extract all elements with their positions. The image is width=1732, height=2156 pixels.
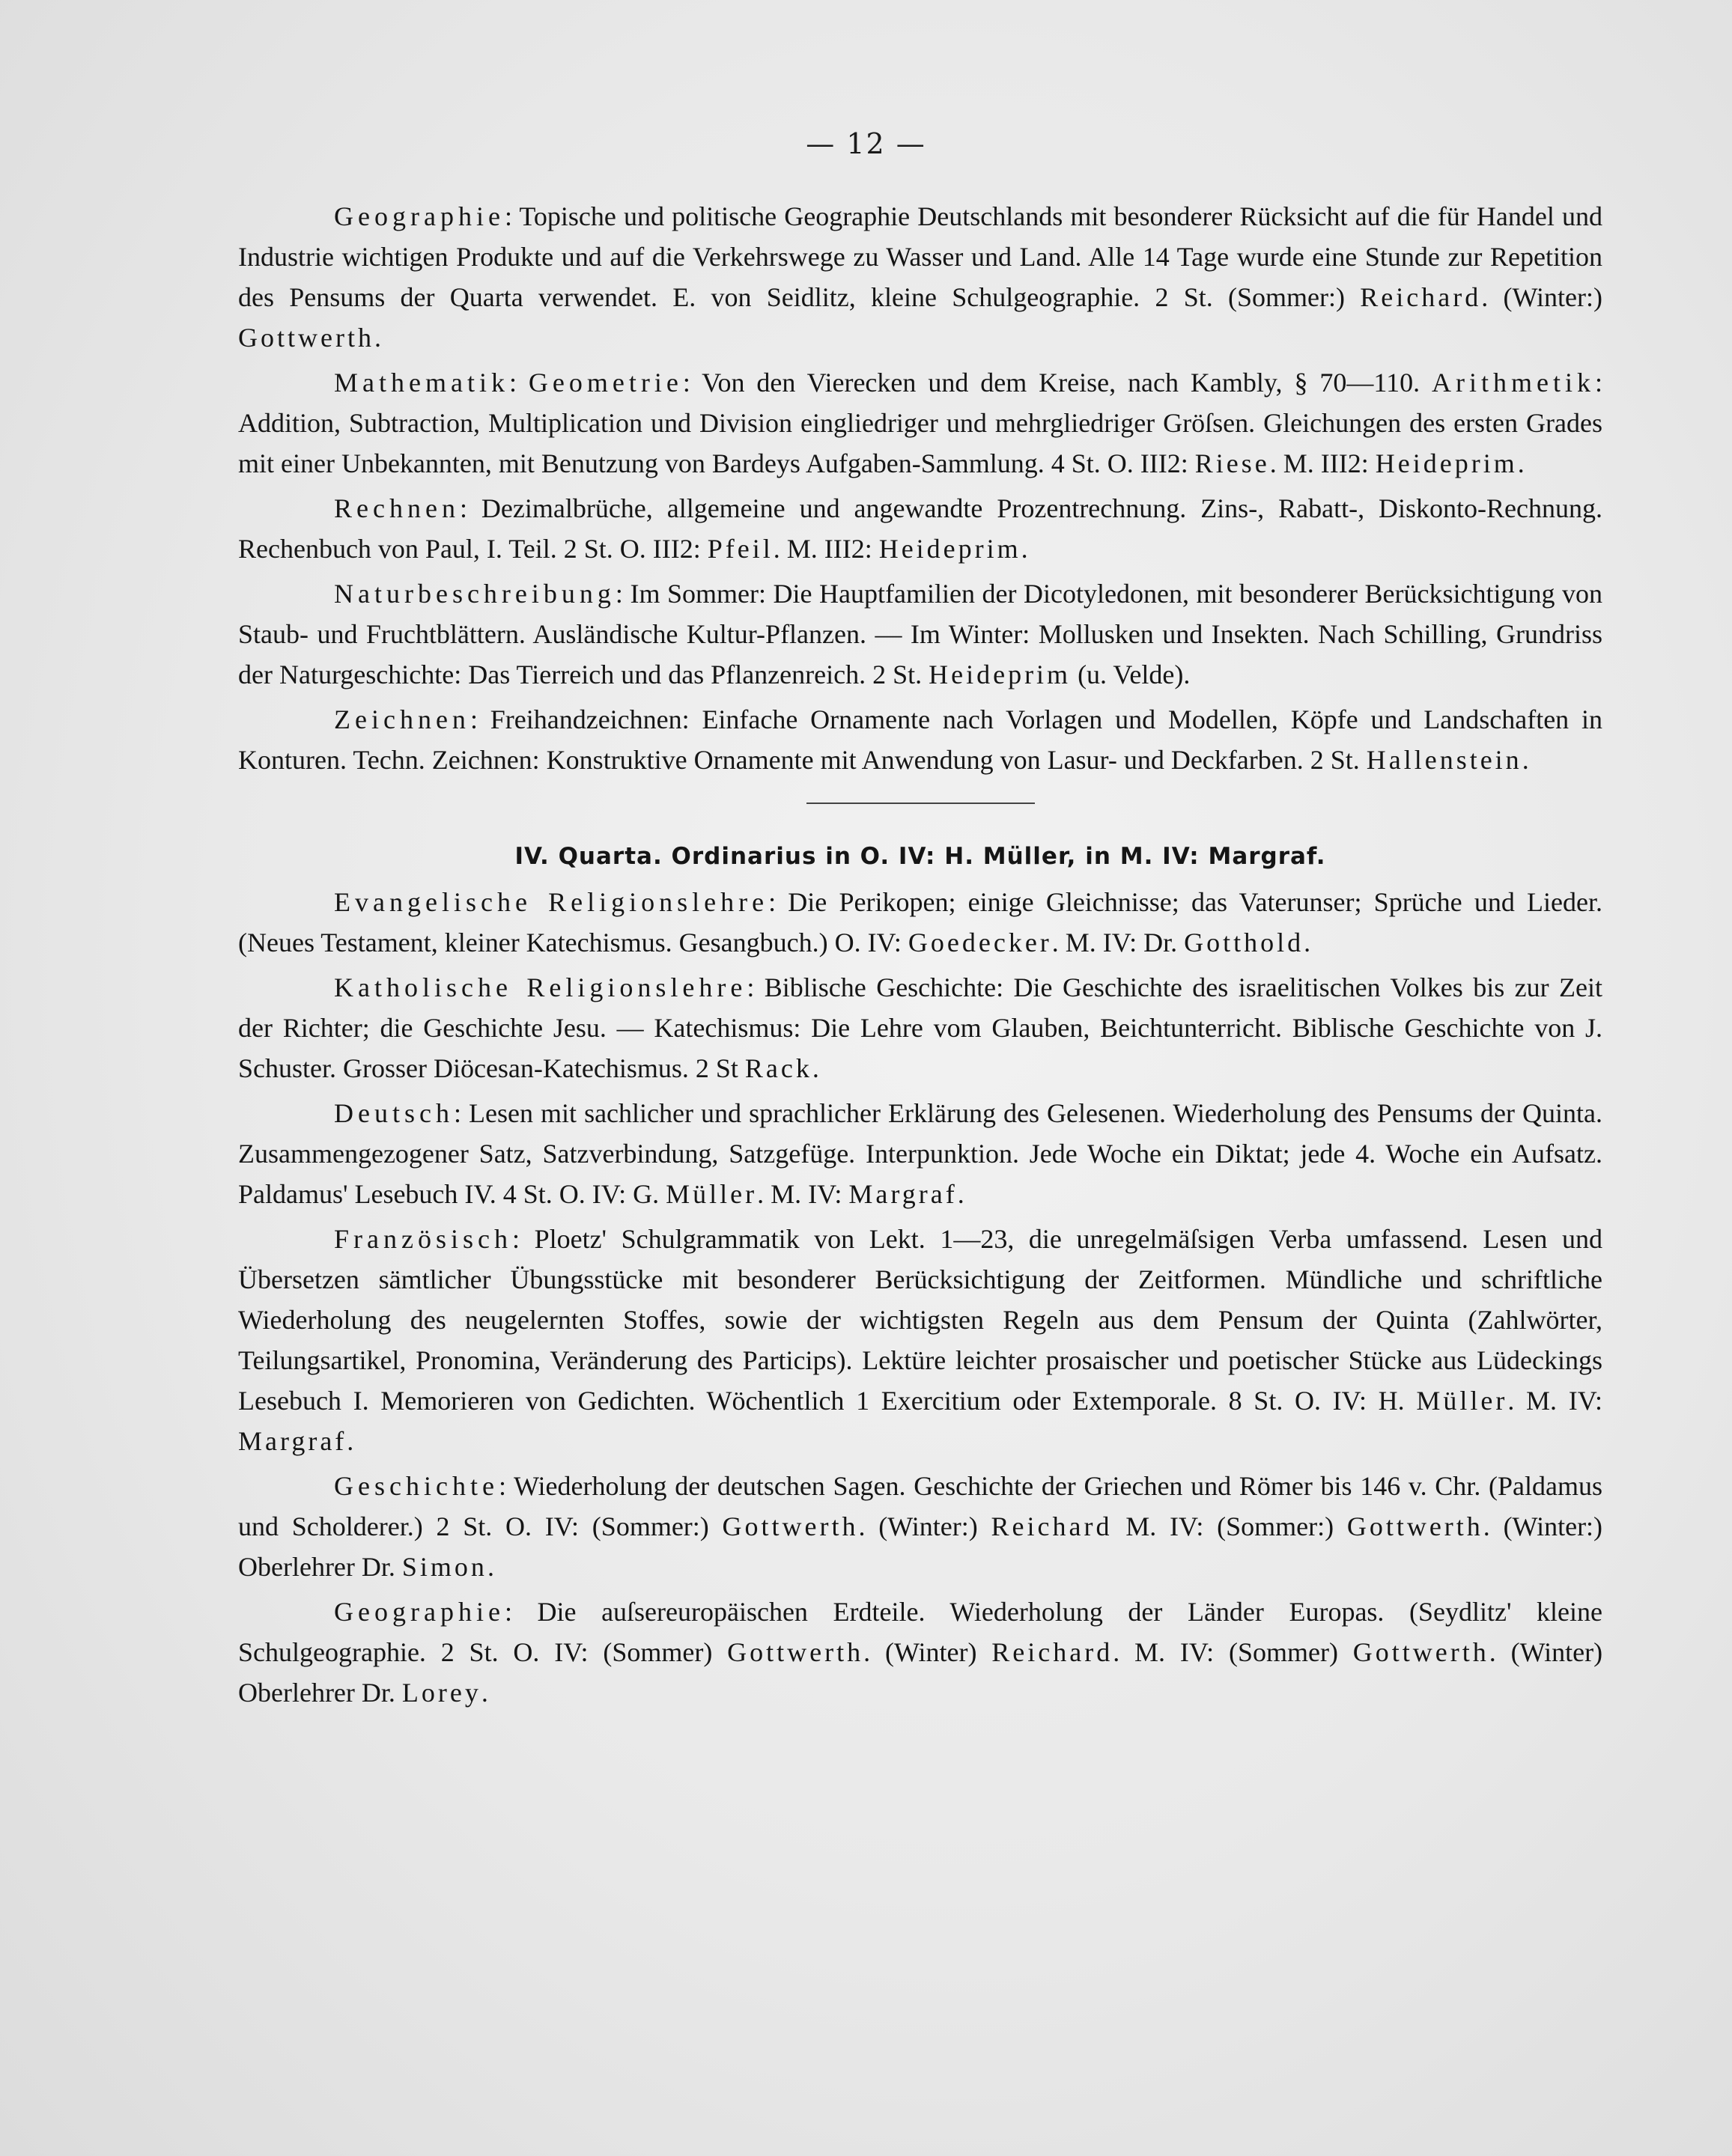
- paragraph-text: M. IV: (Sommer): [1134, 1637, 1338, 1667]
- teacher-name: Simon: [401, 1552, 487, 1582]
- subject-label: Zeichnen: [334, 704, 470, 734]
- paragraph-text: (Winter:) Oberlehrer Dr.: [238, 1511, 1603, 1582]
- subject-label: Geographie: [334, 1597, 505, 1627]
- paragraph-text: Biblische Geschichte: Die Geschichte des israelitischen Volkes bis zur Zeit der Richter; die Geschichte Jesu. — Katechismus: Die Lehre vom Glauben, Beichtunterricht. Biblische Geschichte von J. Schuster. Grosser Diöcesan-Katechismus. 2 St: [238, 972, 1603, 1083]
- paragraph-text: Die Perikopen; einige Gleichnisse; das Vaterunser; Sprüche und Lieder. (Neues Testament, kleiner Katechismus. Gesangbuch.) O. IV:: [238, 887, 1602, 957]
- paragraph-text: (Winter:): [878, 1511, 978, 1541]
- teacher-name: Reichard: [991, 1637, 1113, 1667]
- paragraph-text: M. III2:: [786, 534, 872, 564]
- teacher-name: Reichard: [991, 1511, 1113, 1541]
- subject-label: Katholische Religionslehre: [334, 972, 747, 1002]
- paragraph-text: Wiederholung der deutschen Sagen. Geschichte der Griechen und Römer bis 146 v. Chr. (Paldamus und Scholderer.) 2 St. O. IV: (Sommer:): [238, 1471, 1602, 1541]
- teacher-name: Margraf: [238, 1426, 347, 1456]
- teacher-name: Heideprim: [878, 534, 1021, 564]
- paragraph-text: Von den Vierecken und dem Kreise, nach Kambly, § 70—110.: [702, 368, 1420, 398]
- teacher-name: Pfeil: [707, 534, 774, 564]
- subsection-label: Geometrie: [528, 368, 683, 398]
- subject-label: Geschichte: [334, 1471, 499, 1501]
- teacher-name: Margraf: [848, 1179, 958, 1209]
- teacher-name: Gotthold: [1184, 928, 1304, 957]
- teacher-name: Gottwerth: [722, 1511, 859, 1541]
- paragraph-mathematik: Mathematik: Geometrie: Von den Vierecken und dem Kreise, nach Kambly, § 70—110. Arithmetik: Addition, Subtraction, Multiplication und Division eingliedriger und mehrgliedriger Gröſsen. Gleichungen des ersten Grades mit einer Unbekannten, mit Benutzung von Bardeys Aufgaben-Sammlung. 4 St. O. III2: Riese. M. III2: Heideprim.: [238, 368, 1603, 478]
- paragraph-text: M. IV: (Sommer:): [1125, 1511, 1334, 1541]
- teacher-name: Müller: [666, 1179, 758, 1209]
- paragraph-text: Dezimalbrüche, allgemeine und angewandte Prozentrechnung. Zins-, Rabatt-, Diskonto-Rechnung. Rechenbuch von Paul, I. Teil. 2 St. O. III2:: [238, 493, 1602, 564]
- subject-label: Geographie: [334, 201, 505, 231]
- paragraph-zeichnen: Zeichnen: Freihandzeichnen: Einfache Ornamente nach Vorlagen und Modellen, Köpfe und Landschaften in Konturen. Techn. Zeichnen: Konstruktive Ornamente mit Anwendung von Lasur- und Deckfarben. 2 St. Hallenstein.: [238, 704, 1602, 775]
- paragraph-text: (Winter) Oberlehrer Dr.: [238, 1637, 1603, 1708]
- paragraph-text: M. IV:: [1526, 1386, 1603, 1416]
- paragraph-rechnen: Rechnen: Dezimalbrüche, allgemeine und angewandte Prozentrechnung. Zins-, Rabatt-, Diskonto-Rechnung. Rechenbuch von Paul, I. Teil. 2 St. O. III2: Pfeil. M. III2: Heideprim.: [238, 493, 1602, 564]
- section-heading: IV. Quarta. Ordinarius in O. IV: H. Müller, in M. IV: Margraf.: [514, 843, 1326, 870]
- paragraph-text: M. III2:: [1283, 448, 1369, 478]
- paragraph-text: Freihandzeichnen: Einfache Ornamente nach Vorlagen und Modellen, Köpfe und Landschaften in Konturen. Techn. Zeichnen: Konstruktive Ornamente mit Anwendung von Lasur- und Deckfarben. 2 St.: [238, 704, 1602, 775]
- teacher-name: Lorey: [401, 1678, 481, 1708]
- subject-label: Französisch: [334, 1224, 512, 1254]
- paragraph-katholische-religionslehre: Katholische Religionslehre: Biblische Geschichte: Die Geschichte des israelitischen Volkes bis zur Zeit der Richter; die Geschichte Jesu. — Katechismus: Die Lehre vom Glauben, Beichtunterricht. Biblische Geschichte von J. Schuster. Grosser Diöcesan-Katechismus. 2 St Rack.: [238, 972, 1603, 1083]
- teacher-name: Gottwerth: [238, 323, 374, 353]
- section-divider: [806, 803, 1035, 804]
- paragraph-text: Lesen mit sachlicher und sprachlicher Erklärung des Gelesenen. Wiederholung des Pensums der Quinta. Zusammengezogener Satz, Satzverbindung, Satzgefüge. Interpunktion. Jede Woche ein Diktat; jede 4. Woche ein Aufsatz. Paldamus' Lesebuch IV. 4 St. O. IV: G.: [238, 1098, 1602, 1209]
- paragraph-text: Topische und politische Geographie Deutschlands mit besonderer Rücksicht auf die für Handel und Industrie wichtigen Produkte und auf die Verkehrswege zu Wasser und Land. Alle 14 Tage wurde eine Stunde zur Repetition des Pensums der Quarta verwendet. E. von Seidlitz, kleine Schulgeographie. 2 St. (Sommer:): [238, 201, 1602, 312]
- teacher-name: Rack: [744, 1053, 812, 1083]
- subsection-label: Arithmetik: [1432, 368, 1595, 398]
- document-body: [238, 196, 1602, 1717]
- paragraph-text: Ploetz' Schulgrammatik von Lekt. 1—23, die unregelmäſsigen Verba umfassend. Lesen und Übersetzen sämtlicher Übungsstücke mit besonderer Berücksichtigung der Zeitformen. Mündliche und schriftliche Wiederholung des neugelernten Stoffes, sowie der wichtigsten Regeln aus dem Pensum der Quinta (Zahlwörter, Teilungsartikel, Pronomina, Veränderung des Particips). Lektüre leichter prosaischer und poetischer Stücke aus Lüdeckings Lesebuch I. Memorieren von Gedichten. Wöchentlich 1 Exercitium oder Extemporale. 8 St. O. IV: H.: [238, 1224, 1602, 1416]
- subject-label: Mathematik: [334, 368, 509, 398]
- teacher-name: Riese: [1194, 448, 1270, 478]
- paragraph-text: Addition, Subtraction, Multiplication und Division eingliedriger und mehrgliedriger Gröſsen. Gleichungen des ersten Grades mit einer Unbekannten, mit Benutzung von Bardeys Aufgaben-Sammlung. 4 St. O. III2:: [238, 408, 1602, 478]
- subject-label: Evangelische Religionslehre: [334, 887, 769, 917]
- subject-label: Rechnen: [334, 493, 460, 523]
- paragraph-geographie-upper: Geographie: Topische und politische Geographie Deutschlands mit besonderer Rücksicht auf die für Handel und Industrie wichtigen Produkte und auf die Verkehrswege zu Wasser und Land. Alle 14 Tage wurde eine Stunde zur Repetition des Pensums der Quarta verwendet. E. von Seidlitz, kleine Schulgeographie. 2 St. (Sommer:) Reichard. (Winter:) Gottwerth.: [238, 201, 1602, 353]
- paragraph-franzoesisch: Französisch: Ploetz' Schulgrammatik von Lekt. 1—23, die unregelmäſsigen Verba umfassend. Lesen und Übersetzen sämtlicher Übungsstücke mit besonderer Berücksichtigung der Zeitformen. Mündliche und schriftliche Wiederholung des neugelernten Stoffes, sowie der wichtigsten Regeln aus dem Pensum der Quinta (Zahlwörter, Teilungsartikel, Pronomina, Veränderung des Particips). Lektüre leichter prosaischer und poetischer Stücke aus Lüdeckings Lesebuch I. Memorieren von Gedichten. Wöchentlich 1 Exercitium oder Extemporale. 8 St. O. IV: H. Müller. M. IV: Margraf.: [238, 1224, 1603, 1456]
- paragraph-naturbeschreibung: Naturbeschreibung: Im Sommer: Die Hauptfamilien der Dicotyledonen, mit besonderer Berücksichtigung von Staub- und Fruchtblättern. Ausländische Kultur-Pflanzen. — Im Winter: Mollusken und Insekten. Nach Schilling, Grundriss der Naturgeschichte: Das Tierreich und das Pflanzenreich. 2 St. Heideprim (u. Velde).: [238, 579, 1602, 689]
- paragraph-text: Die auſsereuropäischen Erdteile. Wiederholung der Länder Europas. (Seydlitz' kleine Schulgeographie. 2 St. O. IV: (Sommer): [238, 1597, 1602, 1667]
- paragraph-evangelische-religionslehre: Evangelische Religionslehre: Die Perikopen; einige Gleichnisse; das Vaterunser; Sprüche und Lieder. (Neues Testament, kleiner Katechismus. Gesangbuch.) O. IV: Goedecker. M. IV: Dr. Gotthold.: [238, 887, 1602, 957]
- teacher-name: Goedecker: [908, 928, 1052, 957]
- teacher-name: Heideprim: [929, 660, 1072, 689]
- paragraph-text: M. IV:: [771, 1179, 842, 1209]
- paragraph-text: (Winter): [884, 1637, 977, 1667]
- teacher-name: Gottwerth: [1346, 1511, 1483, 1541]
- teacher-name: Heideprim: [1375, 448, 1518, 478]
- paragraph-geschichte: Geschichte: Wiederholung der deutschen Sagen. Geschichte der Griechen und Römer bis 146 v. Chr. (Paldamus und Scholderer.) 2 St. O. IV: (Sommer:) Gottwerth. (Winter:) Reichard M. IV: (Sommer:) Gottwerth. (Winter:) Oberlehrer Dr. Simon.: [238, 1471, 1603, 1582]
- paragraph-text: Im Sommer: Die Hauptfamilien der Dicotyledonen, mit besonderer Berücksichtigung von Staub- und Fruchtblättern. Ausländische Kultur-Pflanzen. — Im Winter: Mollusken und Insekten. Nach Schilling, Grundriss der Naturgeschichte: Das Tierreich und das Pflanzenreich. 2 St.: [238, 579, 1602, 689]
- teacher-name: Reichard: [1360, 282, 1482, 312]
- teacher-name: Gottwerth: [1352, 1637, 1489, 1667]
- paragraph-text: (u. Velde).: [1078, 660, 1191, 689]
- teacher-name: Gottwerth: [727, 1637, 864, 1667]
- paragraph-deutsch: Deutsch: Lesen mit sachlicher und sprachlicher Erklärung des Gelesenen. Wiederholung des Pensums der Quinta. Zusammengezogener Satz, Satzverbindung, Satzgefüge. Interpunktion. Jede Woche ein Diktat; jede 4. Woche ein Aufsatz. Paldamus' Lesebuch IV. 4 St. O. IV: G. Müller. M. IV: Margraf.: [238, 1098, 1602, 1209]
- teacher-name: Müller: [1416, 1386, 1508, 1416]
- paragraph-text: M. IV: Dr.: [1065, 928, 1178, 957]
- subject-label: Deutsch: [334, 1098, 454, 1128]
- subject-label: Naturbeschreibung: [334, 579, 616, 609]
- teacher-name: Hallenstein: [1366, 745, 1522, 775]
- paragraph-geographie-lower: Geographie: Die auſsereuropäischen Erdteile. Wiederholung der Länder Europas. (Seydlitz' kleine Schulgeographie. 2 St. O. IV: (Sommer) Gottwerth. (Winter) Reichard. M. IV: (Sommer) Gottwerth. (Winter) Oberlehrer Dr. Lorey.: [238, 1597, 1603, 1708]
- paragraph-text: (Winter:): [1503, 282, 1602, 312]
- page-number: — 12 —: [806, 127, 926, 160]
